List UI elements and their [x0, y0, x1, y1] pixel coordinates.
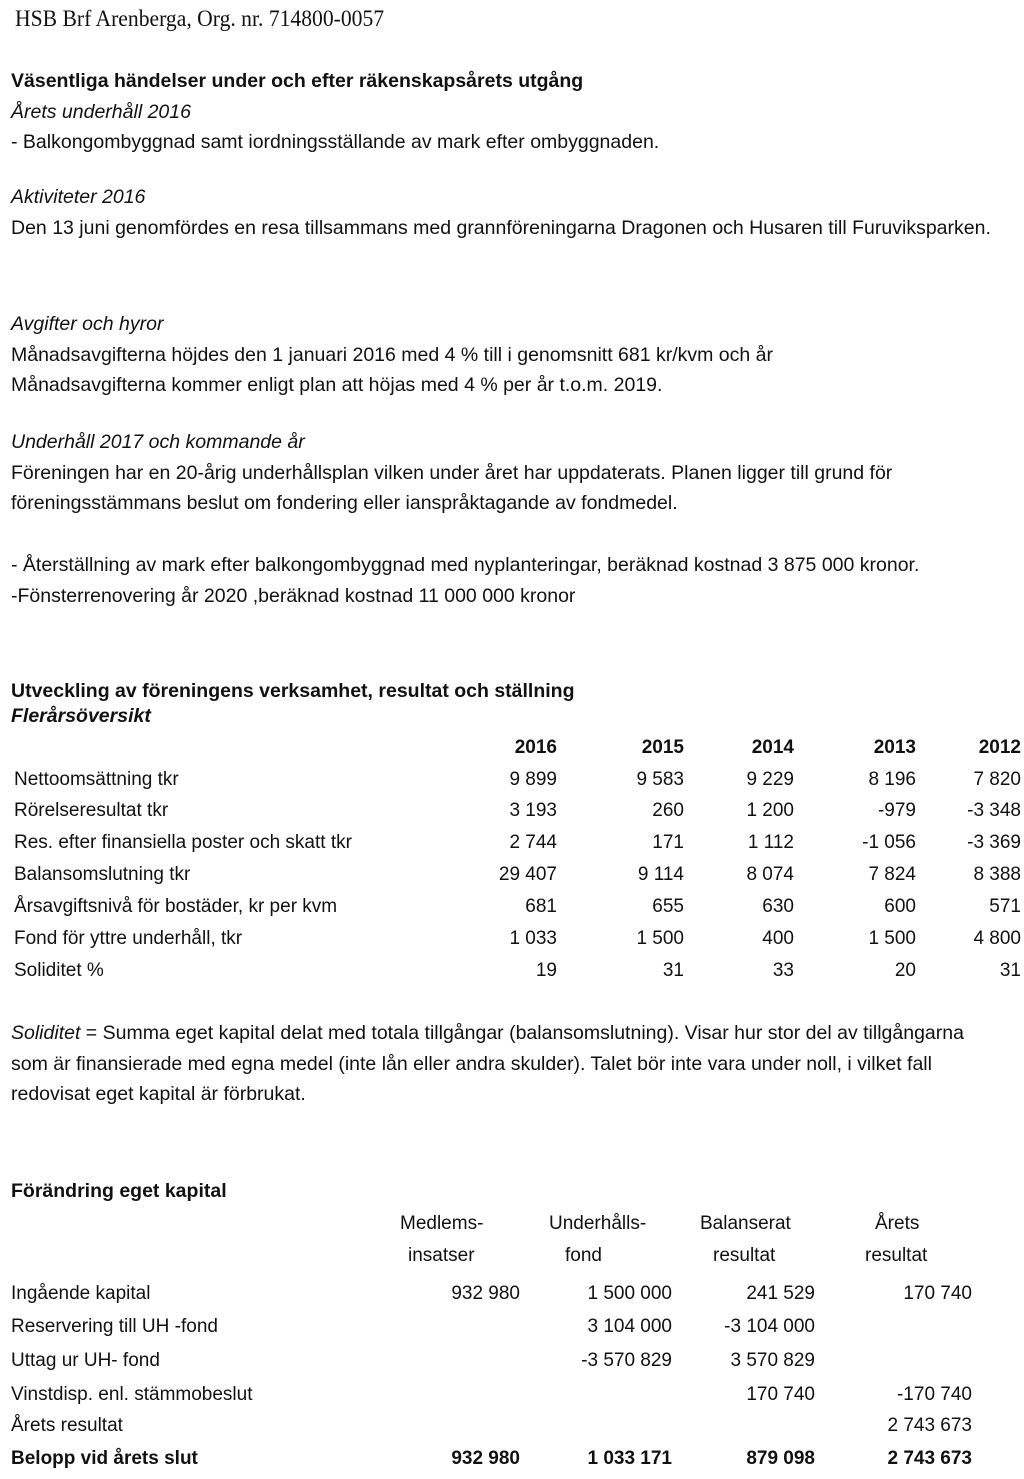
future-item-1: - Återställning av mark efter balkongombyggnad med nyplanteringar, beräknad kostnad 3 875 000 kronor. — [11, 554, 920, 576]
table-row — [0, 928, 1024, 958]
cell-value: 630 — [762, 896, 794, 917]
row-label: Ingående kapital — [11, 1283, 151, 1304]
cell-value: -3 369 — [967, 832, 1021, 853]
future-heading: Underhåll 2017 och kommande år — [11, 431, 305, 453]
cell-value: 1 500 — [868, 928, 916, 949]
future-text: Föreningen har en 20-årig underhållsplan vilken under året har uppdaterats. Planen ligger till grund för föreningsstämmans beslut om fondering eller ianspråktagande av fondmedel. — [11, 461, 893, 514]
future-item-2: -Fönsterrenovering år 2020 ,beräknad kostnad 11 000 000 kronor — [11, 584, 576, 607]
document-header: HSB Brf Arenberga, Org. nr. 714800-0057 — [15, 6, 385, 31]
activities-text: Den 13 juni genomfördes en resa tillsammans med grannföreningarna Dragonen och Husaren till Furuviksparken. — [11, 216, 991, 239]
year-header: 2012 — [978, 737, 1021, 758]
column-header: resultat — [865, 1245, 928, 1266]
solidity-term: Soliditet — [11, 1022, 81, 1044]
cell-value: 170 740 — [746, 1384, 815, 1405]
cell-value: 31 — [662, 960, 684, 981]
table-row — [0, 960, 1024, 990]
cell-value: -170 740 — [896, 1384, 972, 1405]
cell-value: 879 098 — [746, 1448, 815, 1469]
cell-value: 20 — [894, 960, 916, 981]
cell-value: 31 — [999, 960, 1021, 981]
cell-value: 3 104 000 — [587, 1316, 672, 1337]
cell-value: 600 — [884, 896, 916, 917]
cell-value: 9 114 — [637, 864, 684, 885]
solidity-text: = Summa eget kapital delat med totala tillgångar (balansomslutning). Visar hur stor del av tillgångarna som är finansierade med egna medel (inte lån eller andra skulder). Talet bör inte vara under noll, i vilket fall redovisat eget kapital är förbrukat. — [11, 1022, 964, 1105]
future-items — [11, 550, 996, 611]
cell-value: -3 104 000 — [724, 1316, 815, 1337]
cell-value: 571 — [989, 896, 1021, 917]
table-row — [0, 1316, 1024, 1346]
row-label: Soliditet % — [14, 960, 104, 981]
development-section — [11, 676, 996, 731]
maintenance-text: - Balkongombyggnad samt iordningsställande av mark efter ombyggnaden. — [11, 131, 660, 153]
cell-value: 8 196 — [868, 769, 916, 790]
cell-value: 932 980 — [451, 1448, 520, 1469]
multi-year-subtitle: Flerårsöversikt — [11, 704, 151, 727]
column-header: insatser — [408, 1245, 475, 1266]
activities-section — [11, 182, 996, 243]
row-label: Uttag ur UH- fond — [11, 1350, 160, 1371]
row-label: Rörelseresultat tkr — [14, 800, 169, 821]
table-row — [0, 769, 1024, 799]
column-header: Medlems- — [400, 1213, 484, 1234]
cell-value: 170 740 — [903, 1283, 972, 1304]
table-row — [0, 896, 1024, 926]
fees-section — [11, 309, 996, 401]
table-row — [0, 864, 1024, 894]
cell-value: 171 — [652, 832, 684, 853]
cell-value: 260 — [652, 800, 684, 821]
cell-value: 3 570 829 — [730, 1350, 815, 1371]
cell-value: -3 570 829 — [581, 1350, 672, 1371]
cell-value: 932 980 — [451, 1283, 520, 1304]
year-header: 2015 — [641, 737, 684, 758]
row-label: Reservering till UH -fond — [11, 1316, 218, 1337]
column-header: Underhålls- — [549, 1213, 647, 1234]
cell-value: 3 193 — [509, 800, 557, 821]
cell-value: 7 824 — [868, 864, 916, 885]
cell-value: -979 — [877, 800, 916, 821]
solidity-note — [11, 1018, 996, 1110]
year-header: 2013 — [873, 737, 916, 758]
cell-value: 7 820 — [973, 769, 1021, 790]
column-header: Årets — [875, 1213, 920, 1234]
column-header: resultat — [713, 1245, 776, 1266]
future-section — [11, 427, 996, 519]
fees-heading: Avgifter och hyror — [11, 313, 164, 335]
fees-line-1: Månadsavgifterna höjdes den 1 januari 2016 med 4 % till i genomsnitt 681 kr/kvm och år — [11, 343, 774, 366]
cell-value: 1 033 171 — [587, 1448, 672, 1469]
table-row — [0, 1350, 1024, 1380]
table-row-total — [0, 1448, 1024, 1478]
row-label: Belopp vid årets slut — [11, 1448, 198, 1469]
row-label: Årets resultat — [11, 1415, 123, 1436]
cell-value: 33 — [772, 960, 794, 981]
row-label: Vinstdisp. enl. stämmobeslut — [11, 1384, 253, 1405]
cell-value: 681 — [525, 896, 557, 917]
cell-value: 1 500 000 — [587, 1283, 672, 1304]
events-section — [11, 66, 996, 158]
column-header: fond — [565, 1245, 602, 1266]
equity-title: Förändring eget kapital — [11, 1180, 227, 1202]
year-header-row — [0, 737, 1024, 767]
table-row — [0, 800, 1024, 830]
activities-heading: Aktiviteter 2016 — [11, 186, 146, 208]
column-header: Balanserat — [700, 1213, 791, 1234]
maintenance-heading: Årets underhåll 2016 — [11, 100, 191, 123]
cell-value: 29 407 — [498, 864, 557, 885]
row-label: Res. efter finansiella poster och skatt tkr — [14, 832, 352, 853]
row-label: Fond för yttre underhåll, tkr — [14, 928, 243, 949]
cell-value: 1 500 — [636, 928, 684, 949]
cell-value: 9 583 — [636, 769, 684, 790]
row-label: Årsavgiftsnivå för bostäder, kr per kvm — [14, 896, 338, 917]
cell-value: 4 800 — [973, 928, 1021, 949]
cell-value: 9 899 — [509, 769, 557, 790]
cell-value: 1 112 — [747, 832, 794, 853]
table-row — [0, 1283, 1024, 1313]
cell-value: -3 348 — [967, 800, 1021, 821]
cell-value: 9 229 — [746, 769, 794, 790]
cell-value: 19 — [535, 960, 557, 981]
cell-value: 241 529 — [746, 1283, 815, 1304]
year-header: 2014 — [751, 737, 794, 758]
development-title: Utveckling av föreningens verksamhet, resultat och ställning — [11, 680, 575, 702]
cell-value: 2 743 673 — [887, 1415, 972, 1436]
events-title: Väsentliga händelser under och efter räkenskapsårets utgång — [11, 70, 584, 92]
cell-value: 655 — [652, 896, 684, 917]
cell-value: -1 056 — [862, 832, 916, 853]
table-row — [0, 832, 1024, 862]
table-row — [0, 1415, 1024, 1445]
cell-value: 8 074 — [746, 864, 794, 885]
year-header: 2016 — [514, 737, 557, 758]
fees-line-2: Månadsavgifterna kommer enligt plan att höjas med 4 % per år t.o.m. 2019. — [11, 374, 663, 396]
cell-value: 400 — [762, 928, 794, 949]
row-label: Nettoomsättning tkr — [14, 769, 179, 790]
cell-value: 8 388 — [973, 864, 1021, 885]
cell-value: 2 744 — [509, 832, 557, 853]
cell-value: 1 200 — [746, 800, 794, 821]
row-label: Balansomslutning tkr — [14, 864, 191, 885]
table-row — [0, 1384, 1024, 1414]
cell-value: 1 033 — [509, 928, 557, 949]
cell-value: 2 743 673 — [887, 1448, 972, 1469]
